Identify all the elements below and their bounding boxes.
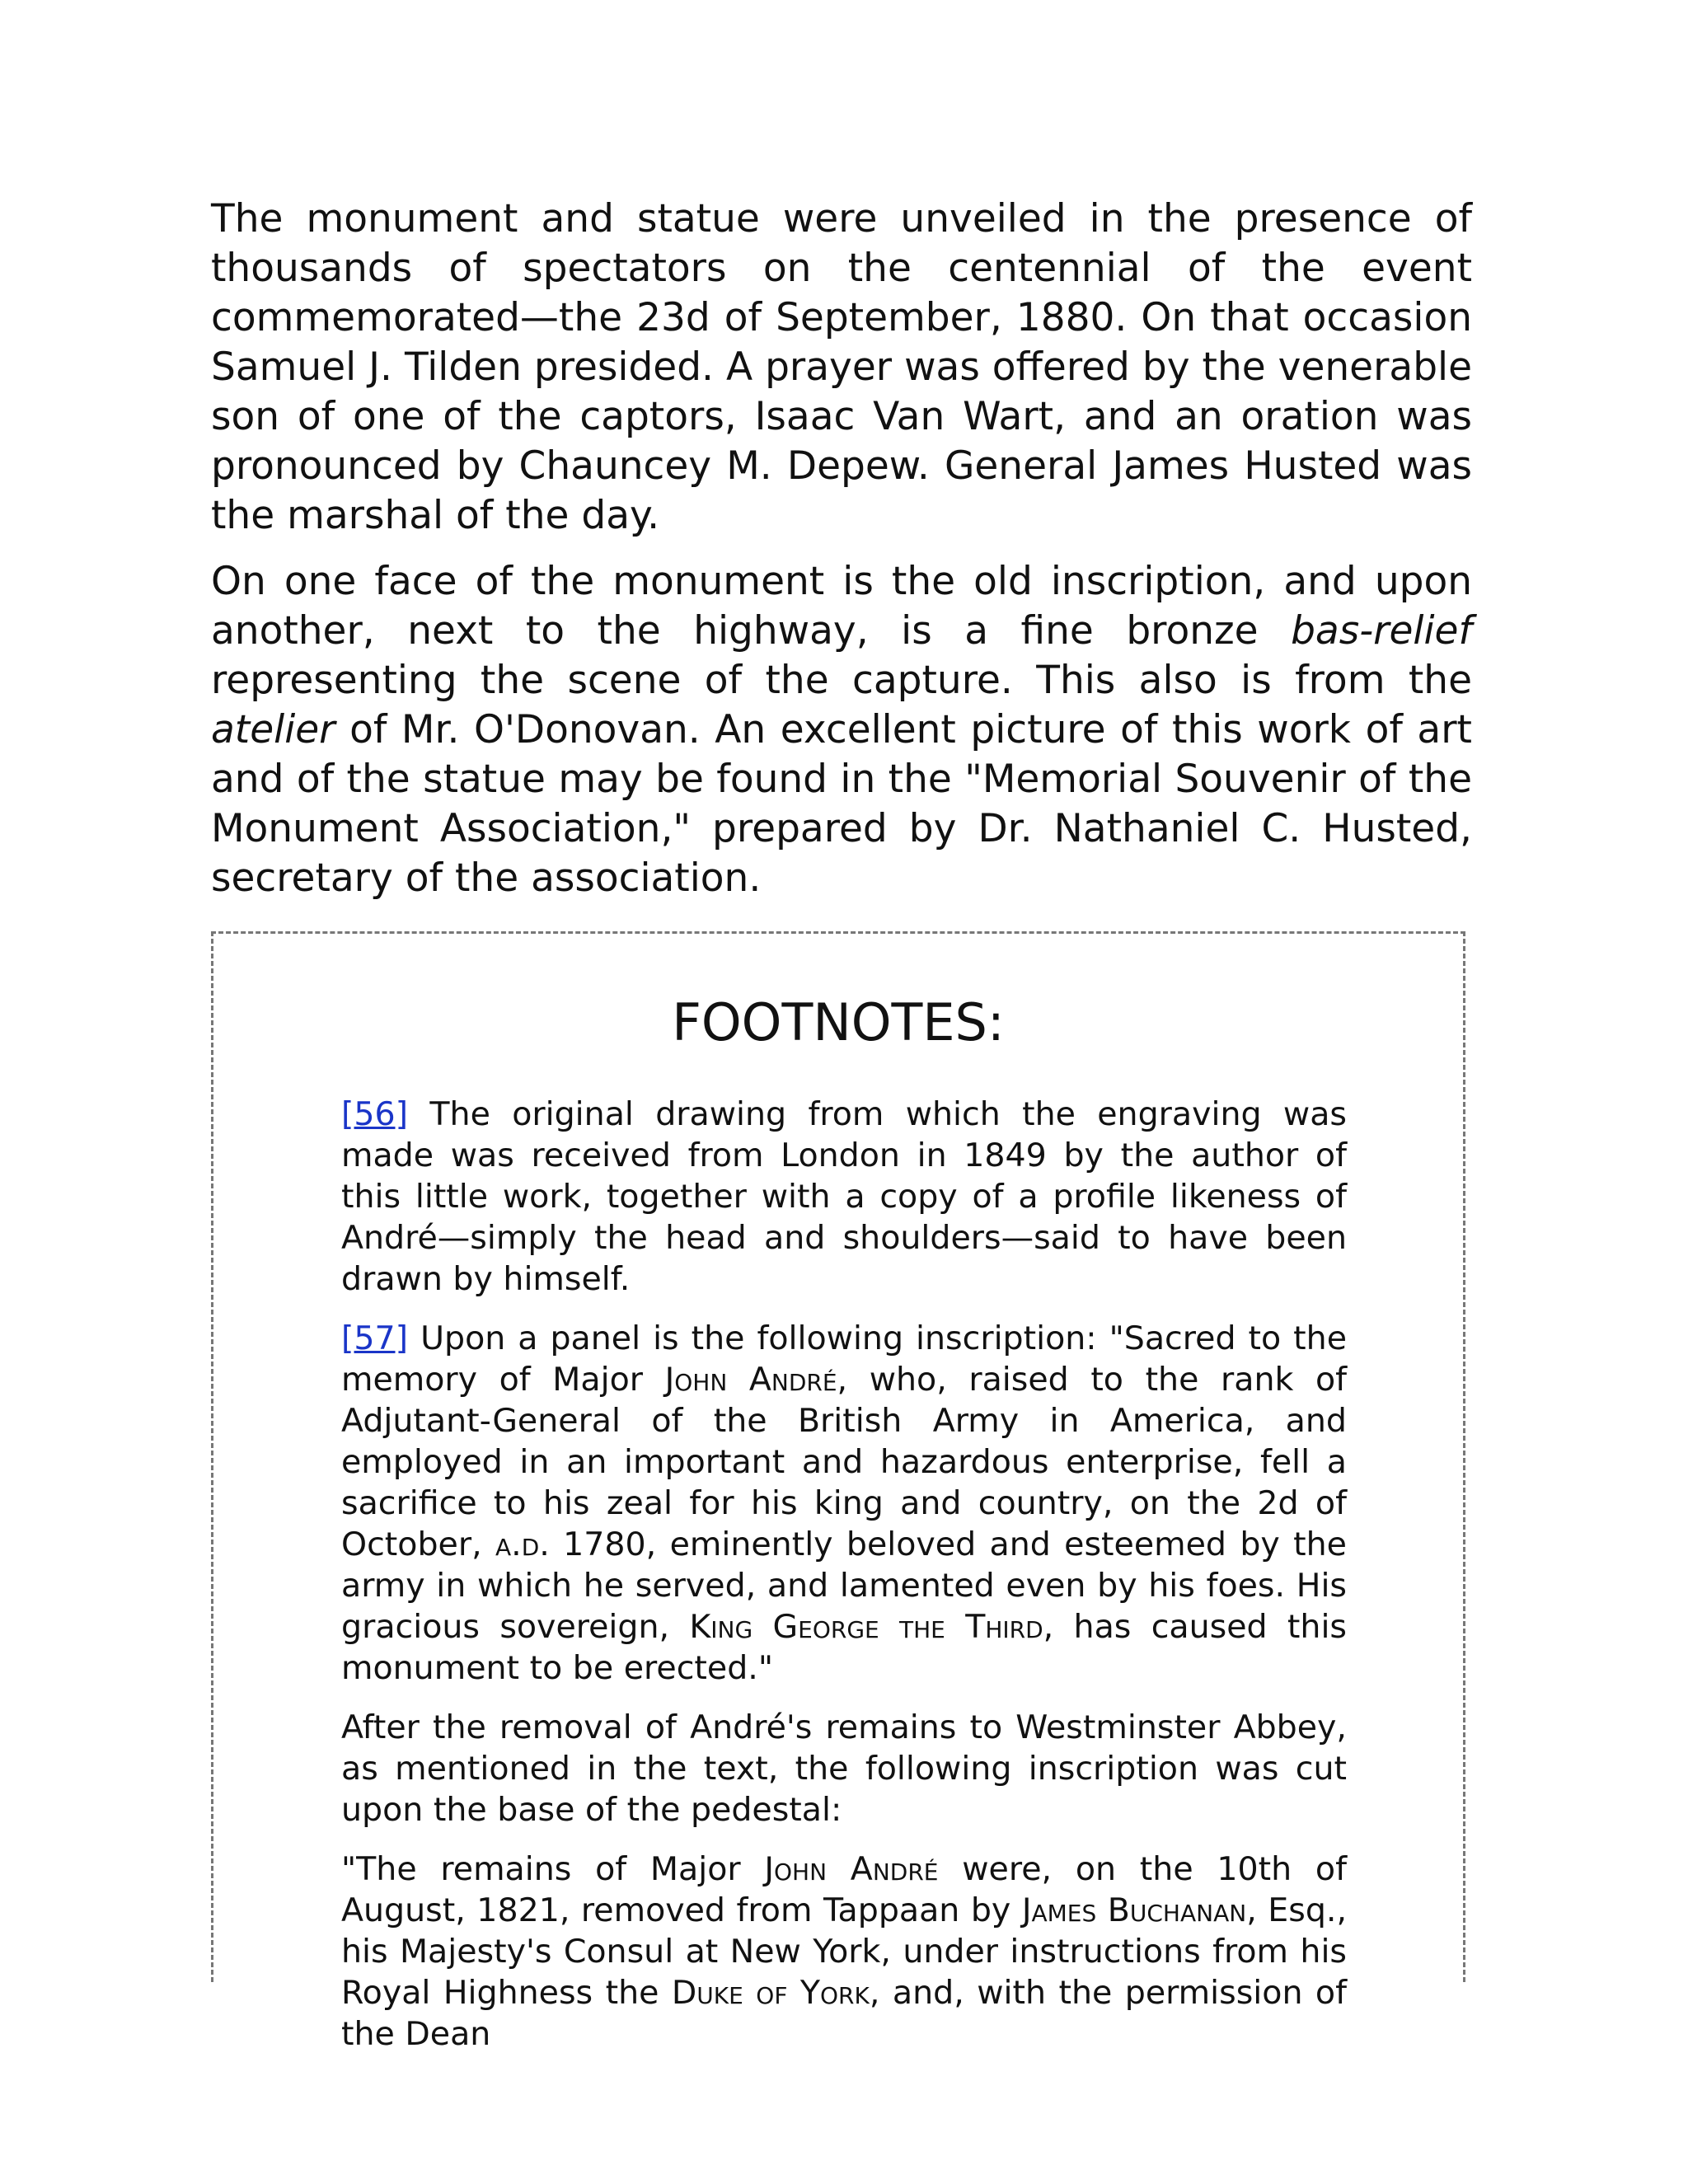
inscription-text-2: were, on the 10th of August, 1821, removed from Tappaan by	[341, 1850, 1347, 1929]
inscription-name: John André	[764, 1850, 939, 1888]
footnote-57	[341, 1318, 1347, 1689]
inscription-duke: Duke of York	[671, 1974, 870, 2012]
para2-text-3: of Mr. O'Donovan. An excellent picture of this work of art and of the statue may be found in the "Memorial Souvenir of the Monument Association," prepared by Dr. Nathaniel C. Husted, secretary of the association.	[211, 707, 1472, 901]
inscription-consul: James Buchanan	[1021, 1891, 1247, 1929]
footnote-57-name: John André	[664, 1361, 837, 1399]
footnote-56-text: The original drawing from which the engraving was made was received from London in 1849 by the author of this little work, together with a copy of a profile likeness of André—simply the head and shoulders—said to have been drawn by himself.	[341, 1095, 1347, 1298]
footnote-57-text-3: 1780, eminently beloved and esteemed by the army in which he served, and lamented even by his foes. His gracious sovereign,	[341, 1526, 1347, 1646]
atelier-term: atelier	[211, 707, 335, 752]
inscription-text-1: "The remains of Major	[341, 1850, 765, 1888]
footnotes-section	[211, 931, 1465, 2053]
footnote-57-text-4: , has caused this monument to be erected."	[341, 1608, 1348, 1687]
footnote-57-era: a.d.	[495, 1526, 550, 1563]
paragraph-inscription	[211, 557, 1472, 903]
footnote-inscription-paragraph	[341, 1849, 1347, 2055]
footnotes-content	[341, 1094, 1347, 2055]
footnote-56-link[interactable]: [56]	[341, 1095, 409, 1133]
paragraph-unveiling: The monument and statue were unveiled in the presence of thousands of spectators on the centennial of the event commemorated—the 23d of September, 1880. On that occasion Samuel J. Tilden presided. A prayer was offered by the venerable son of one of the captors, Isaac Van Wart, and an oration was pronounced by Chauncey M. Depew. General James Husted was the marshal of the day.	[211, 196, 1472, 538]
footnote-56	[341, 1094, 1347, 1300]
inscription-text-3: , Esq., his Majesty's Consul at New York, under instructions from his Royal Highness the	[341, 1891, 1348, 2012]
para2-text-2: representing the scene of the capture. This also is from the	[211, 658, 1472, 703]
footnote-57-text-2: , who, raised to the rank of Adjutant-General of the British Army in America, and employed in an important and hazardous enterprise, fell a sacrifice to his zeal for his king and country, on the 2d of October,	[341, 1361, 1348, 1563]
footnote-57-text-1: Upon a panel is the following inscription: "Sacred to the memory of Major	[341, 1319, 1347, 1399]
footnote-57-link[interactable]: [57]	[341, 1319, 409, 1357]
footnote-57-king: King George the Third	[689, 1608, 1043, 1646]
footnotes-heading: FOOTNOTES:	[672, 992, 1005, 1052]
bas-relief-term: bas-relief	[1291, 608, 1472, 654]
inscription-text-4: , and, with the permission of the Dean	[341, 1974, 1348, 2053]
main-text	[211, 194, 1472, 920]
footnote-removal-paragraph: After the removal of André's remains to Westminster Abbey, as mentioned in the text, the following inscription was cut upon the base of the pedestal:	[341, 1708, 1347, 1829]
para2-text-1: On one face of the monument is the old inscription, and upon another, next to the highway, is a fine bronze	[211, 559, 1472, 654]
